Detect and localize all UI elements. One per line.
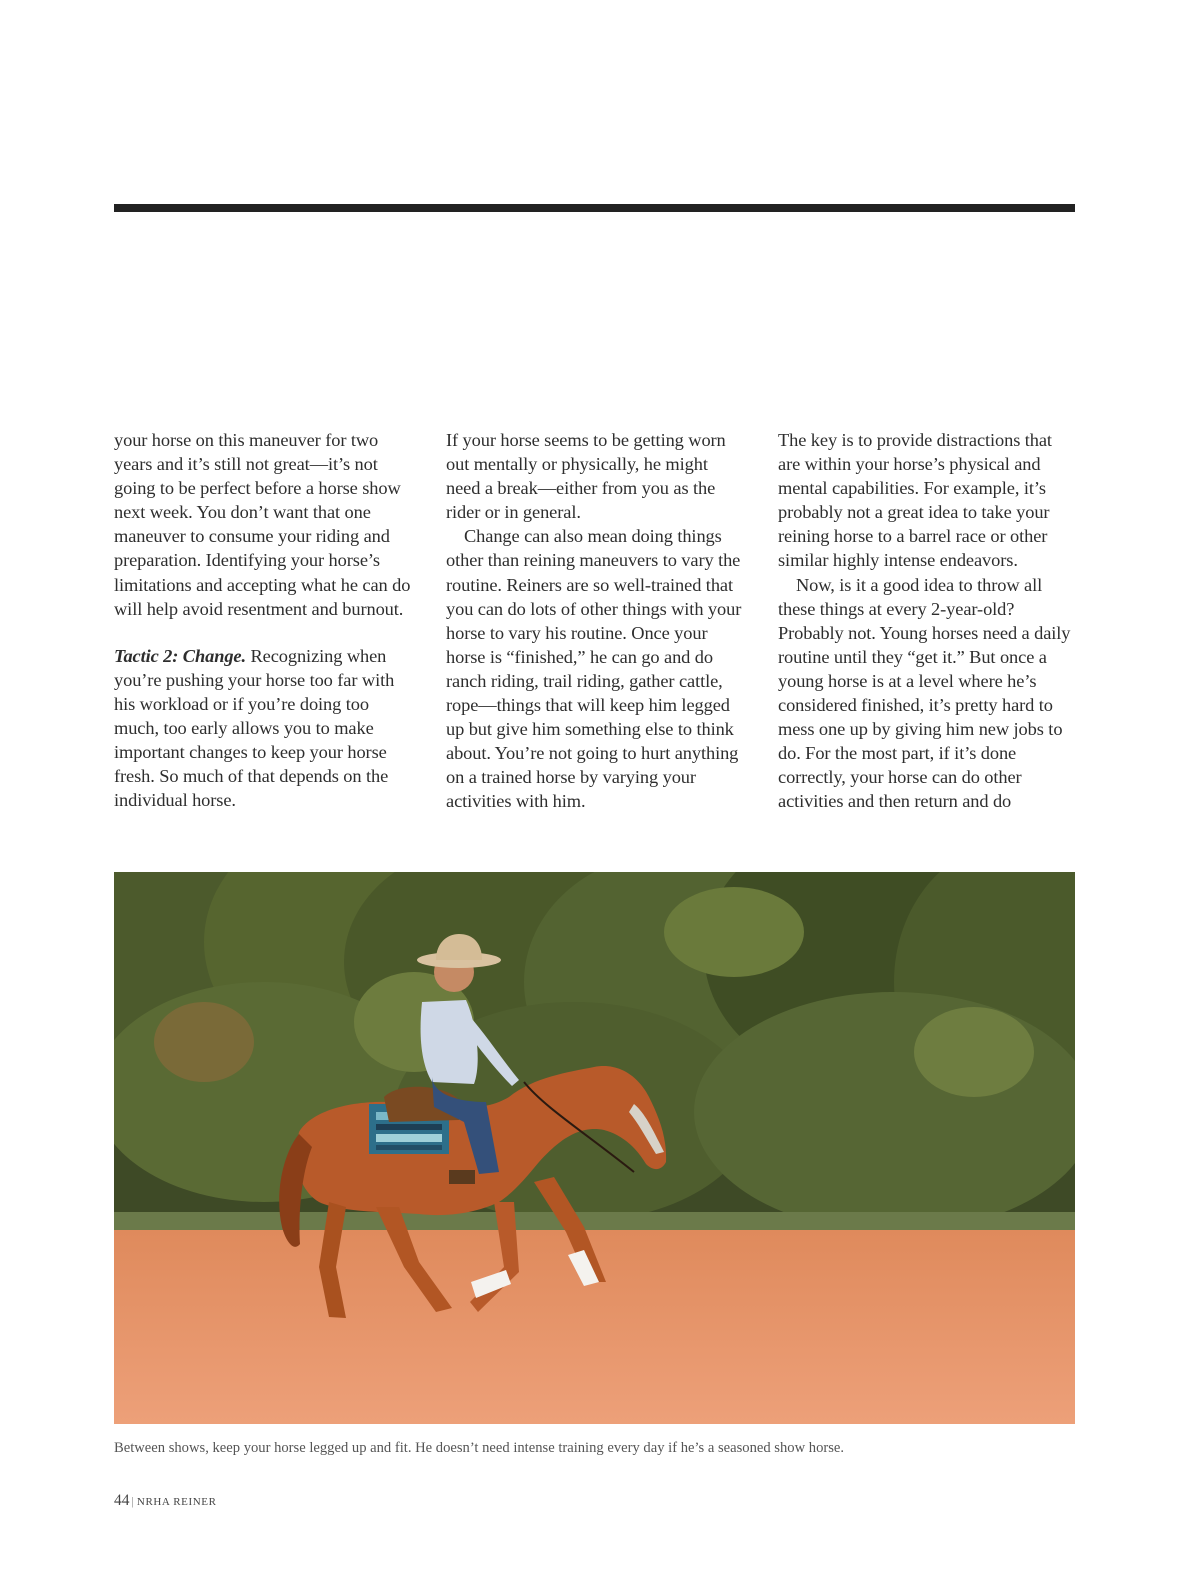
tree-foliage: [114, 872, 1075, 1232]
publication-name: NRHA REINER: [136, 1496, 217, 1508]
body-paragraph: If your horse seems to be getting worn out mentally or physically, he might need a break—either from you as the rider or in general.: [446, 430, 726, 523]
body-paragraph: your horse on this maneuver for two years and it’s still not great—it’s not going to be perfect before a horse show next week. You don’t want that one maneuver to consume your riding and preparation. Identifying your horse’s limitations and accepting what he can do will help avoid resentment and burnout.: [114, 430, 411, 619]
photo-caption: Between shows, keep your horse legged up and fit. He doesn’t need intense training every day if he’s a seasoned show horse.: [114, 1440, 845, 1456]
body-paragraph: Now, is it a good idea to throw all these things at every 2-year-old? Probably not. Young horses need a daily routine until they “get it.” But once a young horse is at a level where he’s considered finished, it’s pretty hard to mess one up by giving him new jobs to do. For the most part, if it’s done correctly, your horse can do other activities and then return and do: [778, 574, 1071, 812]
page-number: 44: [114, 1492, 130, 1509]
body-paragraph: Change can also mean doing things other than reining maneuvers to vary the routine. Reiners are so well-trained that you can do lots of other things with your horse to vary his routine. Once your horse is “finished,” he can go and do ranch riding, trail riding, gather cattle, rope—things that will keep him legged up but give him something else to think about. You’re not going to hurt anything on a trained horse by varying your activities with him.: [446, 526, 742, 812]
article-column-2: [446, 428, 744, 814]
top-rule: [114, 204, 1075, 212]
tactic-body: Recognizing when you’re pushing your horse too far with his workload or if you’re doing too much, too early allows you to make important changes to keep your horse fresh. So much of that depends on the individual horse.: [114, 645, 395, 811]
article-column-3: [778, 428, 1076, 814]
body-paragraph: The key is to provide distractions that are within your horse’s physical and mental capabilities. For example, it’s probably not a great idea to take your reining horse to a barrel race or other similar highly intense endeavors.: [778, 430, 1052, 571]
article-column-1: [114, 428, 412, 812]
page-footer: [114, 1492, 217, 1510]
article-photo: [114, 872, 1075, 1424]
tactic-heading: Tactic 2: Change.: [114, 645, 246, 666]
footer-separator: |: [131, 1494, 134, 1508]
tactic-paragraph: [114, 644, 412, 813]
horse-rider-illustration: [114, 872, 1075, 1424]
